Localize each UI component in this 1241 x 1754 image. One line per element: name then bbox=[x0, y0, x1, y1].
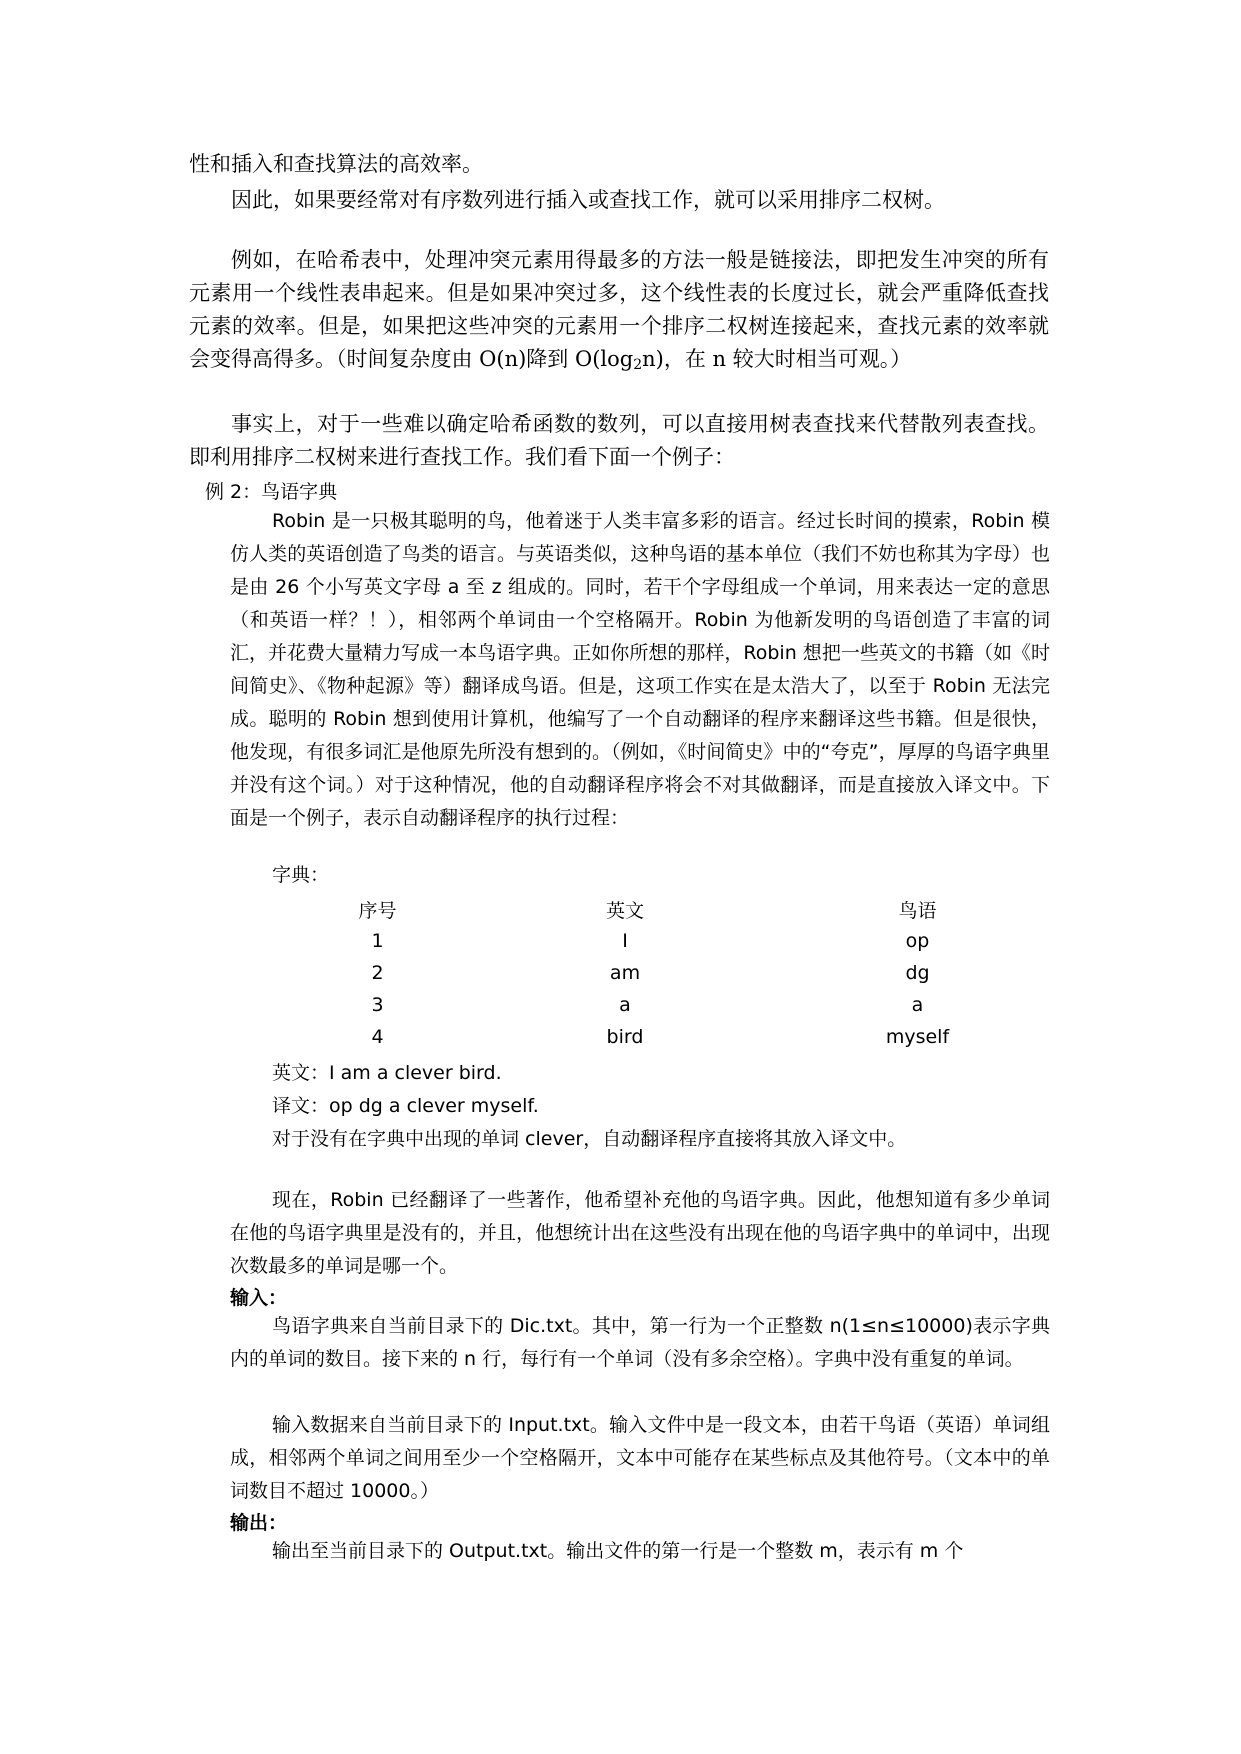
dictionary-table bbox=[300, 893, 1040, 1053]
intro-line-2: 因此，如果要经常对有序数列进行插入或查找工作，就可以采用排序二权树。 bbox=[231, 188, 945, 212]
header-birdlang: 鸟语 bbox=[898, 899, 937, 922]
intro-paragraph-hash bbox=[189, 244, 1049, 376]
translation-example-line: 译文：op dg a clever myself. bbox=[272, 1095, 539, 1117]
example-heading: 例 2：鸟语字典 bbox=[205, 481, 338, 503]
cell-english: bird bbox=[606, 1026, 644, 1048]
example-story: Robin 是一只极其聪明的鸟，他着迷于人类丰富多彩的语言。经过长时间的摸索，Robin 模仿人类的英语创造了鸟类的语言。与英语类似，这种鸟语的基本单位（我们不妨也称其为字母）也是由 26 个小写英文字母 a 至 z 组成的。同时，若干个字母组成一个单词，用来表达一定的意思（和英语一样？！），相邻两个单词由一个空格隔开。Robin 为他新发明的鸟语创造了丰富的词汇，并花费大量精力写成一本鸟语字典。正如你所想的那样，Robin 想把一些英文的书籍（如《时间简史》、《物种起源》等）翻译成鸟语。但是，这项工作实在是太浩大了，以至于 Robin 无法完成。聪明的 Robin 想到使用计算机，他编写了一个自动翻译的程序来翻译这些书籍。但是很快，他发现，有很多词汇是他原先所没有想到的。（例如，《时间简史》中的“夸克”，厚厚的鸟语字典里并没有这个词。）对于这种情况，他的自动翻译程序将会不对其做翻译，而是直接放入译文中。下面是一个例子，表示自动翻译程序的执行过程： bbox=[230, 510, 1050, 829]
input-paragraph-text: 输入数据来自当前目录下的 Input.txt。输入文件中是一段文本，由若干鸟语（英语）单词组成，相邻两个单词之间用至少一个空格隔开，文本中可能存在某些标点及其他符号。（文本中的单词数目不超过 10000。） bbox=[230, 1414, 1050, 1502]
table-row bbox=[300, 957, 1040, 989]
para-text-after: n)，在 n 较大时相当可观。） bbox=[642, 347, 912, 371]
cell-birdlang: a bbox=[911, 994, 924, 1016]
log-subscript: 2 bbox=[633, 357, 643, 373]
cell-birdlang: dg bbox=[905, 962, 930, 984]
cell-english: am bbox=[609, 962, 641, 984]
header-english: 英文 bbox=[605, 899, 644, 922]
cell-index: 1 bbox=[371, 930, 384, 952]
cell-birdlang: op bbox=[905, 930, 930, 952]
cell-index: 2 bbox=[371, 962, 384, 984]
input-paragraph-dic: 鸟语字典来自当前目录下的 Dic.txt。其中，第一行为一个正整数 n(1≤n≤10000)表示字典内的单词的数目。接下来的 n 行，每行有一个单词（没有多余空格）。字典中没有重复的单词。 bbox=[230, 1315, 1050, 1370]
english-example-line: 英文：I am a clever bird. bbox=[272, 1062, 502, 1084]
table-row bbox=[300, 925, 1040, 957]
cell-index: 4 bbox=[371, 1026, 384, 1048]
dict-label: 字典： bbox=[272, 864, 330, 886]
input-heading: 输入： bbox=[230, 1287, 288, 1309]
intro-line-1: 性和插入和查找算法的高效率。 bbox=[189, 152, 483, 176]
para-text-before: 例如，在哈希表中，处理冲突元素用得最多的方法一般是链接法，即把发生冲突的所有元素用一个线性表串起来。但是如果冲突过多，这个线性表的长度过长，就会严重降低查找元素的效率。但是，如果把这些冲突的元素用一个排序二权树连接起来，查找元素的效率就会变得高得多。（时间复杂度由 O(n)降到 O(log bbox=[189, 248, 1049, 371]
cell-birdlang: myself bbox=[885, 1026, 950, 1048]
cell-index: 3 bbox=[371, 994, 384, 1016]
header-index: 序号 bbox=[358, 899, 397, 922]
cell-english: I bbox=[622, 930, 628, 952]
cell-english: a bbox=[619, 994, 631, 1016]
output-paragraph: 输出至当前目录下的 Output.txt。输出文件的第一行是一个整数 m，表示有 m 个 bbox=[272, 1540, 964, 1562]
note-line: 对于没有在字典中出现的单词 clever，自动翻译程序直接将其放入译文中。 bbox=[272, 1128, 907, 1150]
table-row bbox=[300, 1021, 1040, 1053]
task-paragraph: 现在，Robin 已经翻译了一些著作，他希望补充他的鸟语字典。因此，他想知道有多少单词在他的鸟语字典里是没有的，并且，他想统计出在这些没有出现在他的鸟语字典中的单词中，出现次数最多的单词是哪一个。 bbox=[230, 1189, 1050, 1277]
intro-paragraph-tree: 事实上，对于一些难以确定哈希函数的数列，可以直接用树表查找来代替散列表查找。即利用排序二权树来进行查找工作。我们看下面一个例子： bbox=[189, 412, 1049, 469]
table-row bbox=[300, 989, 1040, 1021]
output-heading: 输出： bbox=[230, 1512, 288, 1534]
table-header-row bbox=[300, 893, 1040, 925]
